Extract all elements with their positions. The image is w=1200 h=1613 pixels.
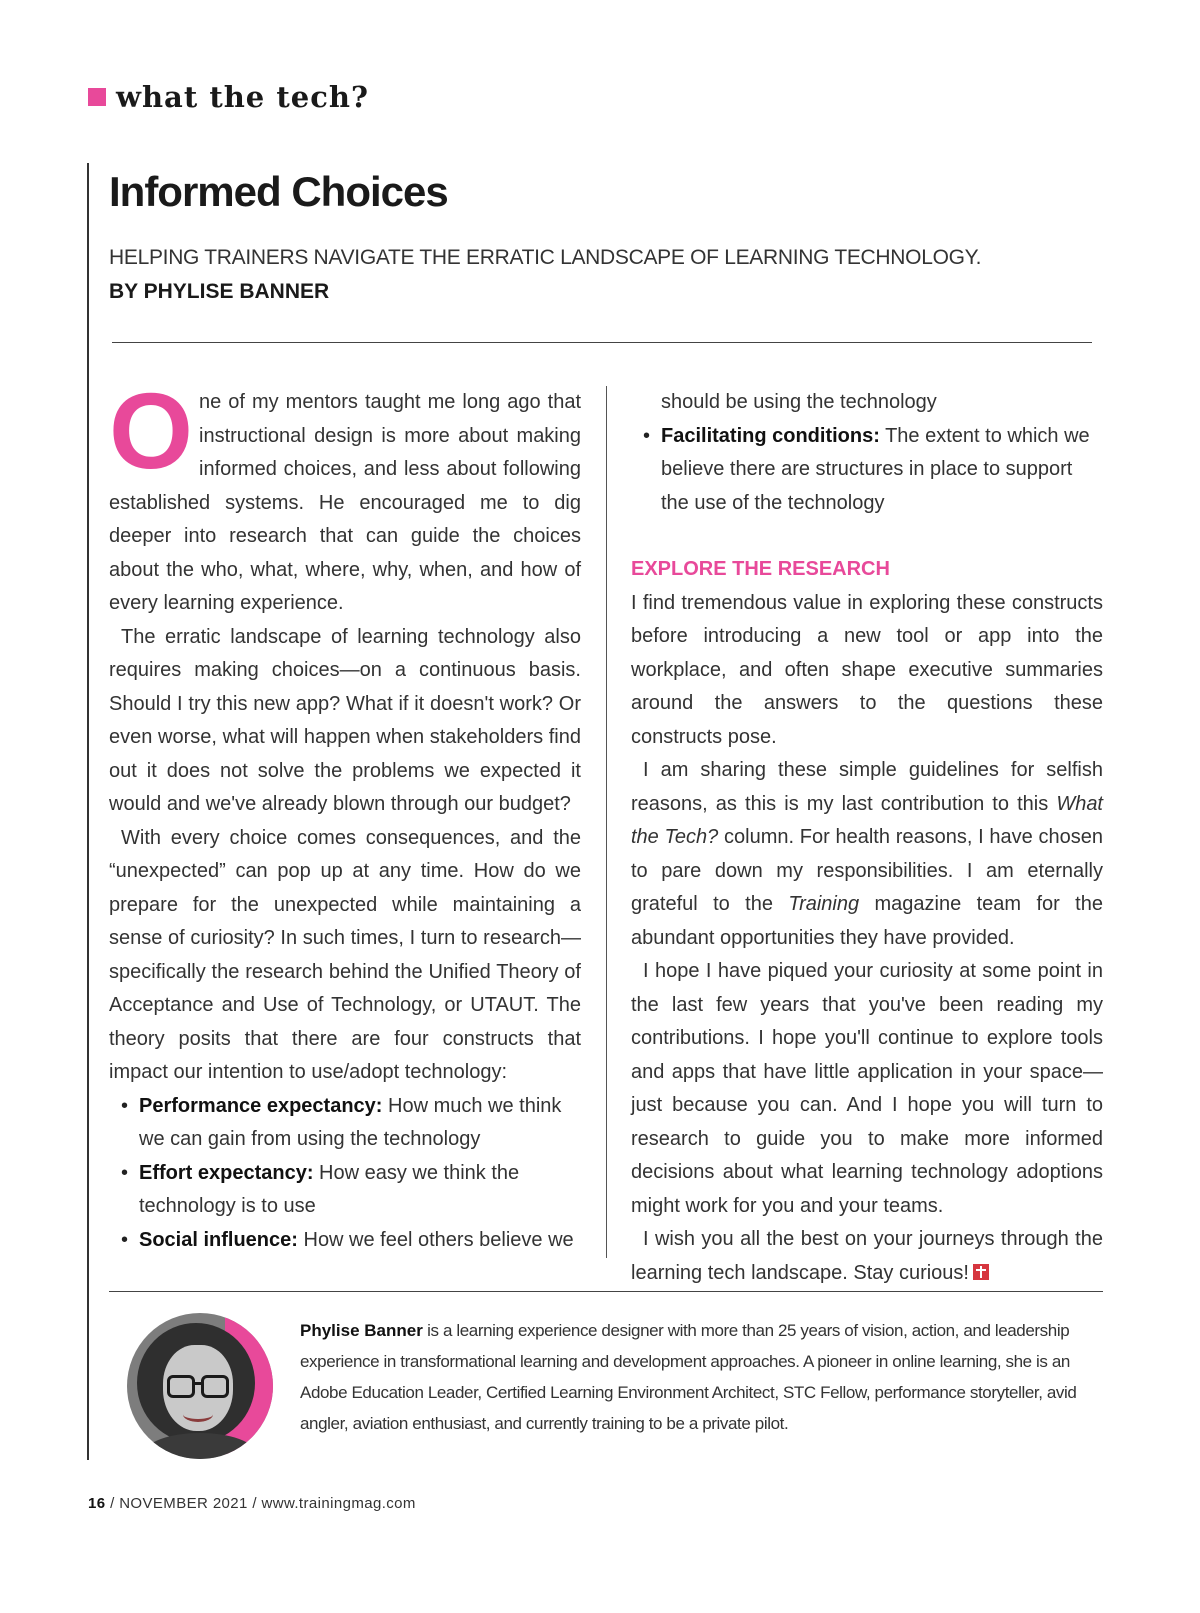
left-column xyxy=(109,370,581,1257)
list-item-text: How easy we think the technology is to use xyxy=(139,1161,520,1217)
list-item xyxy=(631,420,1103,521)
page-footer xyxy=(88,1495,416,1512)
list-item-continuation: should be using the technology xyxy=(661,391,937,413)
section-heading: EXPLORE THE RESEARCH xyxy=(631,558,890,580)
page-number: 16 xyxy=(88,1495,106,1512)
list-item-term: Facilitating conditions: xyxy=(661,424,880,447)
intro-text: ne of my mentors taught me long ago that instructional design is more about making informed choices, and less about following established systems. He encouraged me to dig deeper into research that can guide the choices about the who, what, where, why, when, and how of every learning experience. xyxy=(109,391,581,614)
deck: HELPING TRAINERS NAVIGATE THE ERRATIC LANDSCAPE OF LEARNING TECHNOLOGY. xyxy=(109,246,982,269)
list-item-term: Performance expectancy: xyxy=(139,1094,383,1117)
list-item-text: How we feel others believe we xyxy=(297,1228,574,1251)
paragraph: I find tremendous value in exploring these constructs before introducing a new tool or app into the workplace, and often shape executive summaries around the answers to the questions these constructs pose. xyxy=(631,591,1103,748)
glasses-bridge xyxy=(193,1382,201,1385)
list-item-term: Social influence: xyxy=(139,1228,298,1251)
end-mark-icon xyxy=(973,1264,989,1280)
author-bio-text: is a learning experience designer with more than 25 years of vision, action, and leadership experience in transformational learning and development approaches. A pioneer in online learning, she is an Adobe Education Leader, Certified Learning Environment Architect, STC Fellow, performance storyteller, avid angler, aviation enthusiast, and currently training to be a private pilot. xyxy=(300,1321,1077,1433)
bio-divider xyxy=(109,1291,1103,1292)
paragraph-text: I am sharing these simple guidelines for selfish reasons, as this is my last contribution to this xyxy=(631,759,1103,815)
section-tag xyxy=(88,80,369,114)
list-item-term: Effort expectancy: xyxy=(139,1161,314,1184)
author-name: Phylise Banner xyxy=(300,1321,423,1340)
list-item-text: The extent to which we believe there are structures in place to support the use of the technology xyxy=(661,424,1090,514)
paragraph xyxy=(631,754,1103,955)
dropcap: O xyxy=(109,370,194,491)
magazine-name: Training xyxy=(788,893,860,915)
paragraph: I hope I have piqued your curiosity at some point in the last few years that you've been reading my contributions. I hope you'll continue to explore tools and apps that have little application in your space—just because you can. And I hope you will turn to research to guide you to make more informed decisions about what learning technology adoptions might work for you and your teams. xyxy=(631,960,1103,1217)
column-name: What the Tech? xyxy=(631,792,1103,848)
right-column xyxy=(631,386,1103,1290)
glasses-icon xyxy=(201,1375,229,1398)
paragraph: With every choice comes consequences, and the “unexpected” can pop up at any time. How do we prepare for the unexpected while maintaining a sense of curiosity? In such times, I turn to research—specifically the research behind the Unified Theory of Acceptance and Use of Technology, or UTAUT. The theory posits that there are four constructs that impact our intention to use/adopt technology: xyxy=(109,826,581,1083)
list-item xyxy=(109,1157,581,1224)
author-bio xyxy=(300,1315,1095,1439)
constructs-list-continued xyxy=(631,420,1103,521)
list-item xyxy=(109,1090,581,1157)
paragraph-text: magazine team for the abundant opportunities they have provided. xyxy=(631,893,1103,949)
headline: Informed Choices xyxy=(109,168,448,215)
glasses-icon xyxy=(167,1375,195,1398)
list-item-text: How much we think we can gain from using the technology xyxy=(139,1094,562,1150)
footer-text: / NOVEMBER 2021 / www.trainingmag.com xyxy=(105,1495,416,1512)
photo-smile xyxy=(183,1407,213,1422)
closing-text: I wish you all the best on your journeys through the learning tech landscape. Stay curious! xyxy=(631,1228,1103,1284)
closing-paragraph xyxy=(631,1223,1103,1290)
section-tag-square-icon xyxy=(88,88,106,106)
author-photo xyxy=(127,1313,273,1459)
paragraph-text: column. For health reasons, I have chosen to pare down my responsibilities. I am eternally grateful to the xyxy=(631,826,1104,915)
column-divider xyxy=(606,386,607,1258)
byline: BY PHYLISE BANNER xyxy=(109,280,330,303)
list-item xyxy=(109,1224,581,1258)
header-divider xyxy=(112,342,1092,343)
intro-paragraph xyxy=(109,370,581,621)
paragraph: The erratic landscape of learning technology also requires making choices—on a continuous basis. Should I try this new app? What if it doesn't work? Or even worse, what will happen when stakeholders find out it does not solve the problems we expected it would and we've already blown through our budget? xyxy=(109,625,581,815)
section-tag-label: what the tech? xyxy=(116,80,369,114)
left-margin-rule xyxy=(87,163,89,1460)
constructs-list xyxy=(109,1090,581,1258)
